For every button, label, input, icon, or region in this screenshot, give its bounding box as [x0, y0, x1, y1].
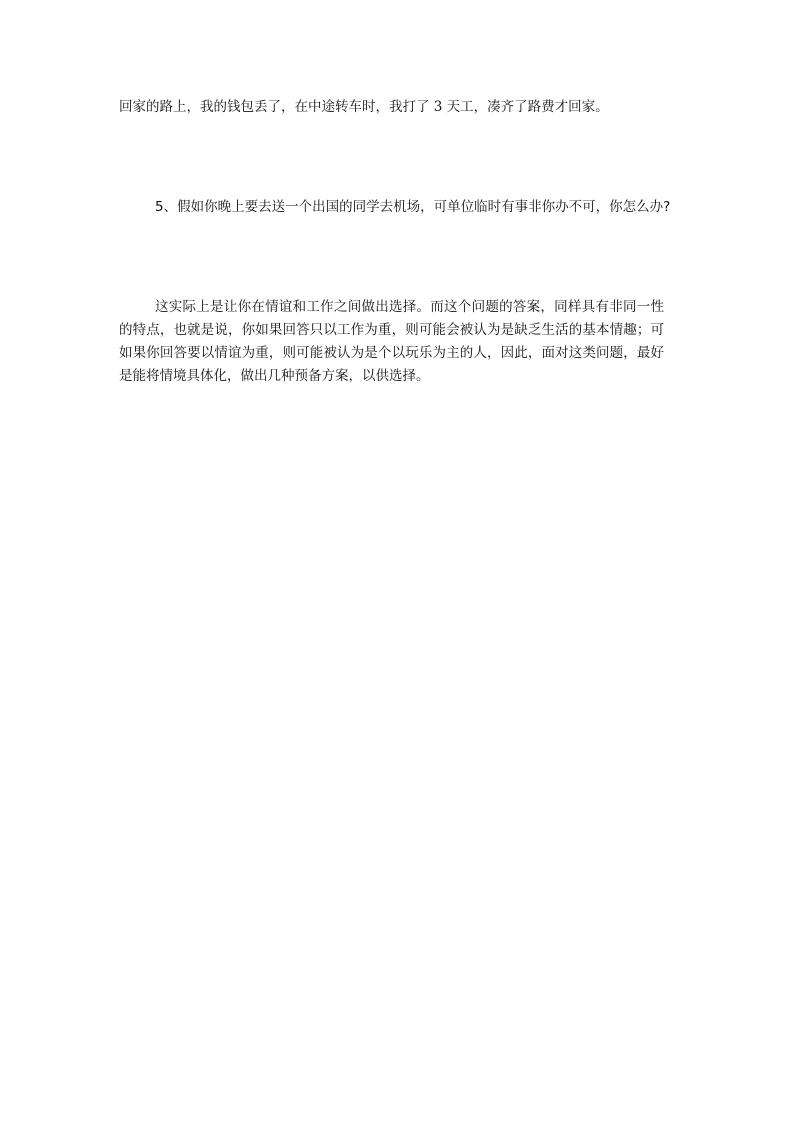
paragraph-continuation: 回家的路上，我的钱包丢了，在中途转车时，我打了 3 天工，凑齐了路费才回家。 [119, 99, 609, 115]
question-5: 5、假如你晚上要去送一个出国的同学去机场，可单位临时有事非你办不可，你怎么办? [155, 199, 671, 215]
answer-paragraph: 这实际上是让你在情谊和工作之间做出选择。而这个问题的答案，同样具有非同一性的特点，也就是说，你如果回答只以工作为重，则可能会被认为是缺乏生活的基本情趣；可如果你回答要以情谊为重，则可能被认为是个以玩乐为主的人，因此，面对这类问题，最好是能将情境具体化，做出几种预备方案，以供选择。 [119, 299, 664, 384]
